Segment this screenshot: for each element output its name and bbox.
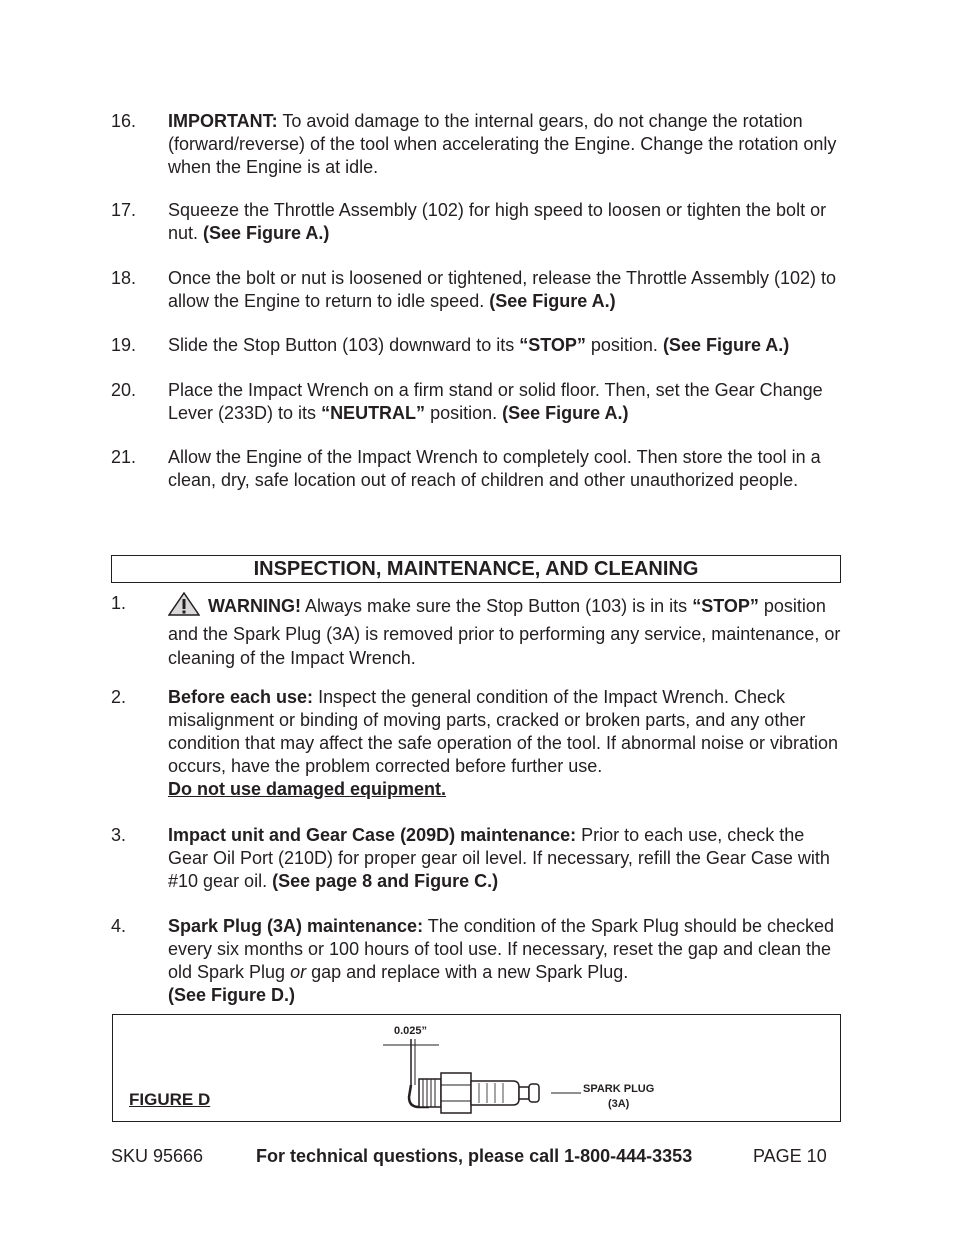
item-body: The condition of the Spark Plug should be checked every six months or 100 hours of tool use. If necessary, reset the gap and clean the old Spark Plug (168, 916, 835, 982)
italic-or: or (290, 962, 307, 982)
step-number: 19. (111, 335, 137, 355)
step-text: Allow the Engine of the Impact Wrench to completely cool. Then store the tool in a clean, dry, safe location out of reach of children and other unauthorized people. (168, 447, 821, 490)
spark-plug-label (583, 1082, 654, 1112)
step-body-end: position. (425, 403, 503, 423)
figure-label: FIGURE D (129, 1090, 211, 1109)
gap-measurement-label: 0.025” (394, 1025, 428, 1037)
item-body: Always make sure the Stop Button (103) is in its (301, 596, 693, 616)
step-body-end: position. (585, 335, 663, 355)
step-text (168, 267, 848, 313)
item-number: 2. (111, 687, 127, 707)
step-text (168, 334, 848, 357)
step-number: 18. (111, 268, 137, 288)
step-text (168, 379, 848, 425)
item-number: 4. (111, 916, 127, 936)
footer-sku: SKU 95666 (111, 1146, 204, 1166)
spark-plug-label-line1: SPARK PLUG (583, 1083, 655, 1095)
step-number: 21. (111, 447, 137, 467)
spark-plug-illustration (373, 1035, 583, 1115)
item-lead: Before each use: (168, 687, 314, 707)
item-text (168, 686, 848, 801)
step-text (168, 110, 848, 179)
step-body: To avoid damage to the internal gears, do not change the rotation (forward/reverse) of the tool when accelerating the Engine. Change the rotation only when the Engine is at idle. (168, 111, 837, 177)
warning-triangle-icon (168, 592, 200, 622)
item-body-end: position and the Spark Plug (3A) is removed prior to performing any service, maintenance, or cleaning of the Impact Wrench. (168, 596, 841, 668)
step-text (168, 199, 848, 245)
warning-label: WARNING! (208, 596, 301, 616)
step-number: 20. (111, 380, 137, 400)
item-number: 3. (111, 825, 127, 845)
step-lead: IMPORTANT: (168, 111, 278, 131)
step-body: Slide the Stop Button (103) downward to its (168, 335, 520, 355)
step-body: Squeeze the Throttle Assembly (102) for high speed to loosen or tighten the bolt or nut. (168, 200, 827, 243)
step-body: Once the bolt or nut is loosened or tightened, release the Throttle Assembly (102) to allow the Engine to return to idle speed. (168, 268, 837, 311)
footer-page-number: PAGE 10 (753, 1146, 827, 1166)
footer-contact: For technical questions, please call 1-800-444-3353 (256, 1146, 693, 1166)
damaged-equipment-note: Do not use damaged equipment. (168, 779, 447, 799)
figure-ref: (See Figure A.) (203, 223, 330, 243)
section-heading: INSPECTION, MAINTENANCE, AND CLEANING (111, 555, 841, 583)
spark-plug-label-line2: (3A) (607, 1098, 630, 1110)
step-body: Place the Impact Wrench on a firm stand or solid floor. Then, set the Gear Change Lever (233D) to its (168, 380, 823, 423)
item-body: Prior to each use, check the Gear Oil Port (210D) for proper gear oil level. If necessary, refill the Gear Case with #10 gear oil. (168, 825, 830, 891)
figure-ref: (See Figure A.) (662, 335, 790, 355)
stop-word: “STOP” (519, 335, 586, 355)
figure-ref: (See page 8 and Figure C.) (272, 871, 499, 891)
item-text (168, 824, 848, 893)
figure-ref: (See Figure A.) (502, 403, 629, 423)
step-number: 16. (111, 111, 137, 131)
item-number: 1. (111, 593, 127, 613)
step-number: 17. (111, 200, 137, 220)
figure-ref: (See Figure A.) (489, 291, 616, 311)
item-text (168, 592, 848, 670)
figure-d-box (112, 1014, 841, 1122)
figure-ref: (See Figure D.) (168, 985, 296, 1005)
item-lead: Impact unit and Gear Case (209D) maintenance: (168, 825, 577, 845)
item-body-end: gap and replace with a new Spark Plug. (306, 962, 629, 982)
stop-word: “STOP” (692, 596, 759, 616)
item-body: Inspect the general condition of the Impact Wrench. Check misalignment or binding of moving parts, cracked or broken parts, and any other condition that may affect the safe operation of the tool. If abnormal noise or vibration occurs, have the problem corrected before further use. (168, 687, 839, 776)
neutral-word: “NEUTRAL” (321, 403, 426, 423)
item-lead: Spark Plug (3A) maintenance: (168, 916, 424, 936)
item-text (168, 915, 848, 1007)
